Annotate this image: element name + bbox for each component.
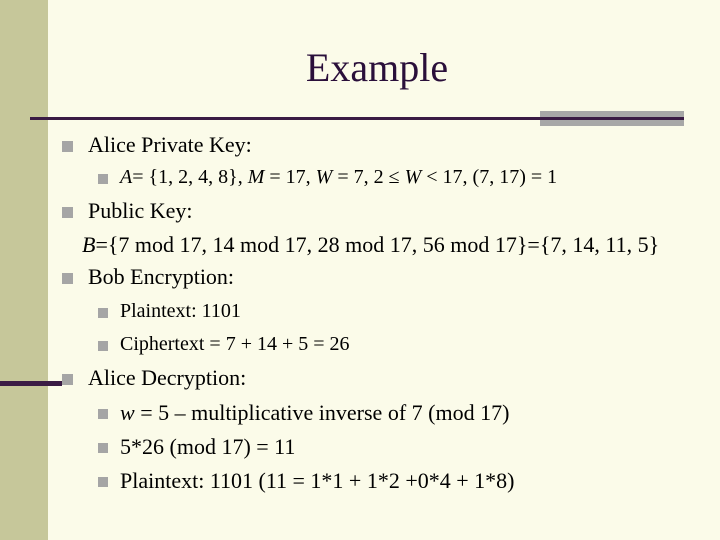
left-decor-band <box>0 0 48 540</box>
bullet-icon <box>98 174 108 184</box>
bullet-icon <box>98 477 108 487</box>
slide-title: Example <box>305 45 449 90</box>
bob-plaintext: Plaintext: 1101 <box>120 300 241 322</box>
alice-private-key-detail: A= {1, 2, 4, 8}, M = 17, W = 7, 2 ≤ W < 17, (7, 17) = 1 <box>120 166 558 188</box>
alice-decryption-heading: Alice Decryption: <box>88 365 247 390</box>
bullet-icon <box>98 443 108 453</box>
alice-private-key-heading: Alice Private Key: <box>88 132 252 157</box>
public-key-detail: B={7 mod 17, 14 mod 17, 28 mod 17, 56 mod 17}={7, 14, 11, 5} <box>82 232 660 257</box>
alice-decrypt-compute: 5*26 (mod 17) = 11 <box>120 434 296 459</box>
public-key-heading: Public Key: <box>88 198 193 223</box>
bullet-icon <box>98 341 108 351</box>
alice-decrypt-inverse: w = 5 – multiplicative inverse of 7 (mod 17) <box>120 400 510 425</box>
bullet-icon <box>98 308 108 318</box>
bob-ciphertext: Ciphertext = 7 + 14 + 5 = 26 <box>120 333 350 355</box>
title-rule <box>30 117 684 120</box>
bullet-icon <box>98 409 108 419</box>
bullet-icon <box>62 273 73 284</box>
bullet-icon <box>62 207 73 218</box>
left-decor-line <box>0 381 62 386</box>
bullet-icon <box>62 141 73 152</box>
alice-decrypt-plaintext: Plaintext: 1101 (11 = 1*1 + 1*2 +0*4 + 1*8) <box>120 468 515 493</box>
bob-encryption-heading: Bob Encryption: <box>88 264 235 289</box>
bullet-icon <box>62 374 73 385</box>
